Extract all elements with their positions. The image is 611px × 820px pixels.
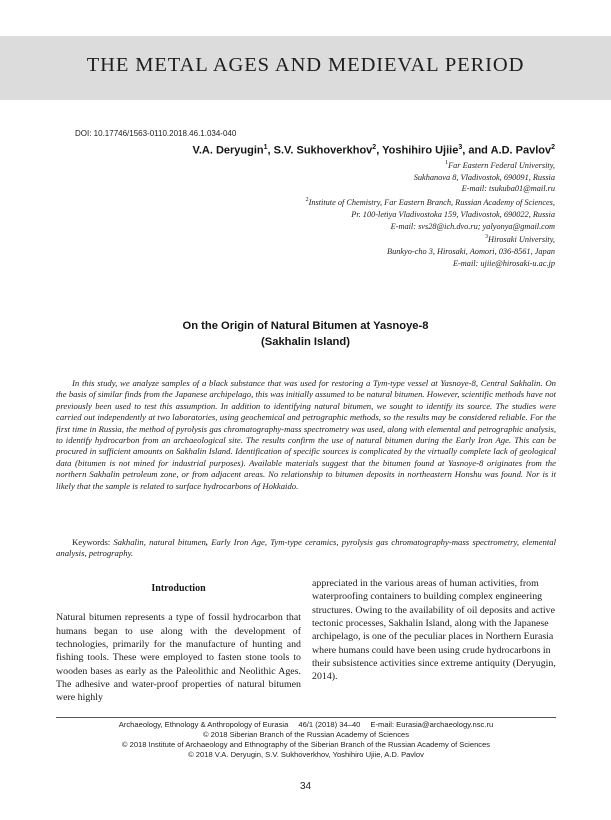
section-heading-introduction: Introduction [151,583,206,594]
affiliation-marker: 3 [485,234,489,241]
author-separator: , [267,144,274,157]
abstract: In this study, we analyze samples of a black substance that was used for restoring a Tym-type vessel at Yasnoye-8, Central Sakhalin. On the basis of similar finds from the Japanese archipelago, this was initially assumed to be natural bitumen. However, scientific methods have not previously been used to test this assumption. In addition to identifying natural bitumen, we sought to identify its source. The studies were carried out independently at two laboratories, using geochemical and petrographic methods, so the results may be considered reliable. For the first time in Russia, the method of pyrolysis gas chromatography-mass spectrometry was used, along with elemental and petrographic analysis, to identify hydrocarbon from an archaeological site. The results confirm the use of natural bitumen during the Early Iron Age. This can be procured in sufficient amounts on Sakhalin Island. Identification of specific sources is complicated by the virtually complete lack of geological data (bitumen is not mined for industrial purposes). Available materials suggest that the bitumen found at Yasnoye-8 originates from the northern Sakhalin petroleum zone, or from adjacent areas. No relationship to bitumen deposits in northeastern Honshu was found. Nor is it likely that the sample is related to surface hydrocarbons of Hokkaido. [56,378,556,491]
footer-email[interactable]: E-mail: Eurasia@archaeology.nsc.ru [370,720,494,729]
affiliation-marker: 2 [305,197,309,204]
page-number: 34 [299,781,312,792]
affiliation-line [135,195,555,209]
author-separator: , [376,144,383,157]
author-name: V.A. Deryugin [192,144,264,157]
affiliation-institution: Hirosaki University, [488,235,555,245]
intro-paragraph-left: Natural bitumen represents a type of fossil hydrocarbon that humans began to use along with the development of technologies, primarily for the manufacture of hunting and fishing tools. These were employed to fasten stone tools to wooden bases as early as the Paleolithic and Neolithic Ages. The adhesive and water-proof properties of natural bitumen were highly [56,612,301,704]
footer-journal: Archaeology, Ethnology & Anthropology of Eurasia [118,720,289,729]
affiliation-institution: Far Eastern Federal University, [448,160,555,170]
footer-copyright: © 2018 Institute of Archaeology and Ethnography of the Siberian Branch of the Russian Academy of Sciences [121,740,491,749]
author-separator: , and [462,144,491,157]
affiliation-line [135,158,555,172]
section-banner [0,36,611,100]
keywords-comma: , [205,537,208,547]
author-affiliation-marker: 2 [372,144,377,151]
affiliation-address: Sukhanova 8, Vladivostok, 690091, Russia [413,172,555,182]
footer-copyright: © 2018 V.A. Deryugin, S.V. Sukhoverkhov, Yoshihiro Ujiie, A.D. Pavlov [188,750,424,759]
doi-line[interactable]: DOI: 10.17746/1563-0110.2018.46.1.034-040 [75,129,237,138]
author-list [193,144,556,157]
article-title [0,319,611,350]
author-name: A.D. Pavlov [490,144,552,157]
footer-issue: 46/1 (2018) 34–40 [298,720,361,729]
affiliation-address: Bunkyo-cho 3, Hirosaki, Aomori, 036-8561, Japan [387,246,555,256]
footer-journal-line [56,720,556,730]
author-name: Yoshihiro Ujiie [382,144,459,157]
right-column [312,577,557,684]
author-affiliation-marker: 1 [263,144,268,151]
journal-footer [56,720,556,760]
affiliation-address: Pr. 100-letiya Vladivostoka 159, Vladivostok, 690022, Russia [351,209,555,219]
article-title-line: On the Origin of Natural Bitumen at Yasnoye-8 [182,320,429,332]
intro-paragraph-right: appreciated in the various areas of human activities, from waterproofing containers to building complex engineering structures. Owing to the availability of oil deposits and active tectonic processes, Sakhalin Island, along with the Japanese archipelago, is one of the peculiar places in Northern Eurasia where humans could have been using crude hydrocarbons in their subsistence activities since extreme antiquity (Deryugin, 2014). [312,578,556,683]
section-banner-title: THE METAL AGES AND MEDIEVAL PERIOD [86,54,525,76]
affiliation-email[interactable]: E-mail: tsukuba01@mail.ru [461,184,555,194]
footer-copyright: © 2018 Siberian Branch of the Russian Academy of Sciences [202,730,410,739]
left-column [56,577,301,705]
author-affiliation-marker: 3 [458,144,463,151]
keywords [56,537,556,560]
article-title-line: (Sakhalin Island) [261,335,350,348]
affiliations [135,158,555,269]
author-affiliation-marker: 2 [551,144,555,151]
affiliation-marker: 1 [445,160,449,166]
affiliation-email[interactable]: E-mail: ujiie@hirosaki-u.ac.jp [452,258,555,268]
keywords-label: Keywords: [72,537,111,547]
keywords-list: Early Iron Age, Tym-type ceramics, pyrolysis gas chromatography-mass spectrometry, elemental analysis, petrography. [56,537,556,559]
affiliation-line [135,232,555,246]
affiliation-email[interactable]: E-mail: svs28@ich.dvo.ru; yalyonya@gmail.com [390,221,555,231]
author-name: S.V. Sukhoverkhov [273,144,373,157]
affiliation-institution: Institute of Chemistry, Far Eastern Branch, Russian Academy of Sciences, [308,197,555,207]
keywords-lead: Sakhalin, natural bitumen [113,537,206,547]
footer-divider [56,717,556,718]
